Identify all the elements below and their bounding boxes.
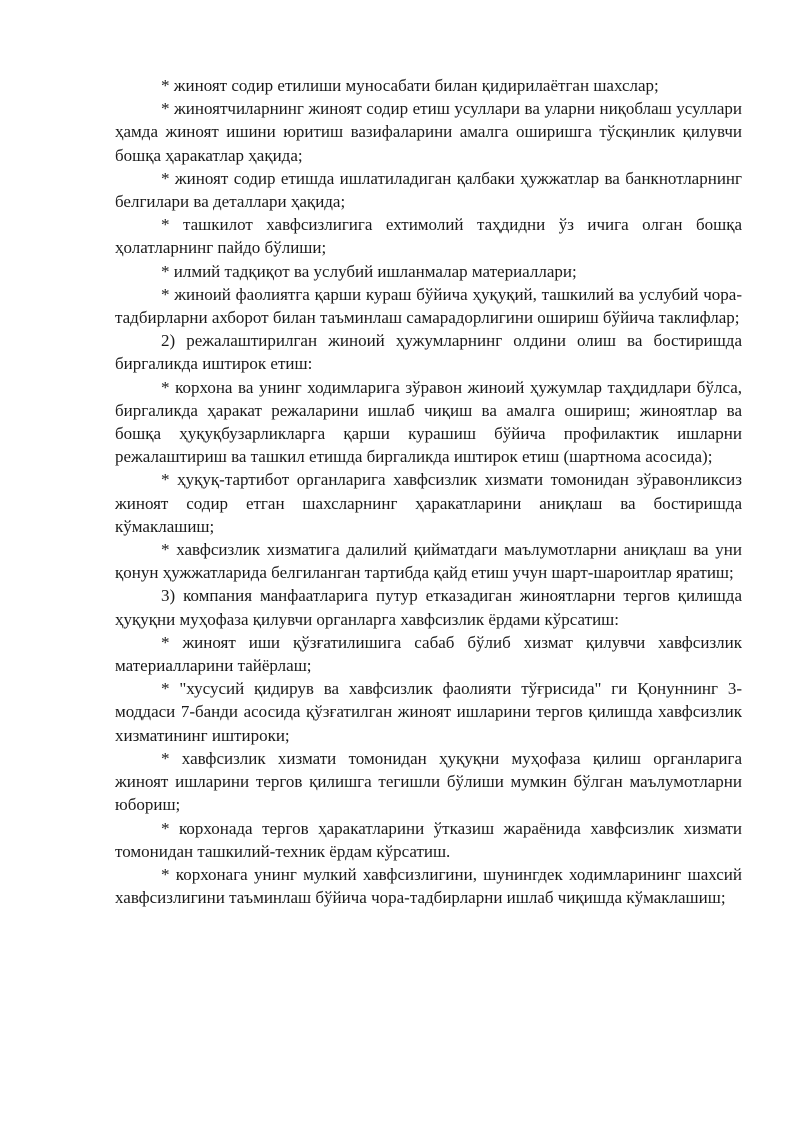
paragraph-research-materials: * илмий тадқиқот ва услубий ишланмалар материаллари; [161, 261, 577, 281]
paragraph-technical-assistance: * корхонада тергов ҳаракатларини ўтказиш жараёнида хавфсизлик хизмати томонидан ташкилий-техник ёрдам кўрсатиш. [115, 818, 742, 861]
paragraph-property-security: * корхонага унинг мулкий хавфсизлигини, шунингдек ходимларининг шахсий хавфсизлигини таъминлаш бўйича чора-тадбирларни ишлаб чиқишда кўмаклашиш; [115, 864, 742, 908]
paragraph-security-threats: * ташкилот хавфсизлигига ехтимолий таҳдидни ўз ичига олган бошқа ҳолатларнинг пайдо бўлиши; [115, 215, 742, 258]
paragraph-information-transfer: * хавфсизлик хизмати томонидан ҳуқуқни муҳофаза қилиш органларига жиноят ишларини тергов қилишга тегишли бўлиши мумкин бўлган маълумотларни юбориш; [115, 748, 742, 815]
paragraph-case-materials: * жиноят иши қўзғатилишига сабаб бўлиб хизмат қилувчи хавфсизлик материалларини тайёрлаш; [115, 632, 742, 676]
paragraph-law-enforcement-assistance: * ҳуқуқ-тартибот органларига хавфсизлик хизмати томонидан зўравонликсиз жиноят содир етган шахсларнинг ҳаракатларини аниқлаш ва бостиришда кўмаклашиш; [115, 470, 742, 536]
paragraph-section-3-heading: 3) компания манфаатларига путур етказадиган жиноятларни тергов қилишда ҳуқуқни муҳофаза қилувчи органларга хавфсизлик ёрдами кўрсатиш: [115, 586, 742, 629]
paragraph-section-2-heading: 2) режалаштирилган жиноий ҳужумларнинг олдини олиш ва бостиришда биргаликда иштирок етиш: [115, 331, 742, 374]
paragraph-forged-documents: * жиноят содир етишда ишлатиладиган қалбаки ҳужжатлар ва банкнотларнинг белгилари ва деталлари ҳақида; [115, 168, 742, 212]
paragraph-information-proposals: * жиноий фаолиятга қарши кураш бўйича ҳуқуқий, ташкилий ва услубий чора-тадбирларни ахборот билан таъминлаш самарадорлигини ошириш бўйича таклифлар; [115, 284, 742, 328]
paragraph-crime-methods: * жиноятчиларнинг жиноят содир етиш усуллари ва уларни ниқоблаш усуллари ҳамда жиноят ишини юритиш вазифаларини амалга оширишга тўсқинлик қилувчи бошқа ҳаракатлар ҳақида; [115, 99, 742, 165]
paragraph-evidence-conditions: * хавфсизлик хизматига далилий қийматдаги маълумотларни аниқлаш ва уни қонун ҳужжатларида белгиланган тартибда қайд етиш учун шарт-шароитлар яратиш; [115, 540, 742, 583]
paragraph-joint-action-plans: * корхона ва унинг ходимларига зўравон жиноий ҳужумлар таҳдидлари бўлса, биргаликда ҳаракат режаларини ишлаб чиқиш ва амалга ошириш; жиноятлар ва бошқа ҳуқуқбузарликларга қарши курашиш бўйича профилактик ишларни режалаштириш ва ташкил етишда биргаликда иштирок етиш (шартнома асосида); [115, 377, 742, 467]
paragraph-wanted-persons: * жиноят содир етилиши муносабати билан қидирилаётган шахслар; [161, 76, 659, 95]
paragraph-law-article-participation: * "хусусий қидирув ва хавфсизлик фаолияти тўғрисида" ги Қонуннинг 3-моддаси 7-банди асосида қўзғатилган жиноят ишларини тергов қилишда хавфсизлик хизматининг иштироки; [115, 679, 742, 745]
document-body [115, 74, 742, 909]
